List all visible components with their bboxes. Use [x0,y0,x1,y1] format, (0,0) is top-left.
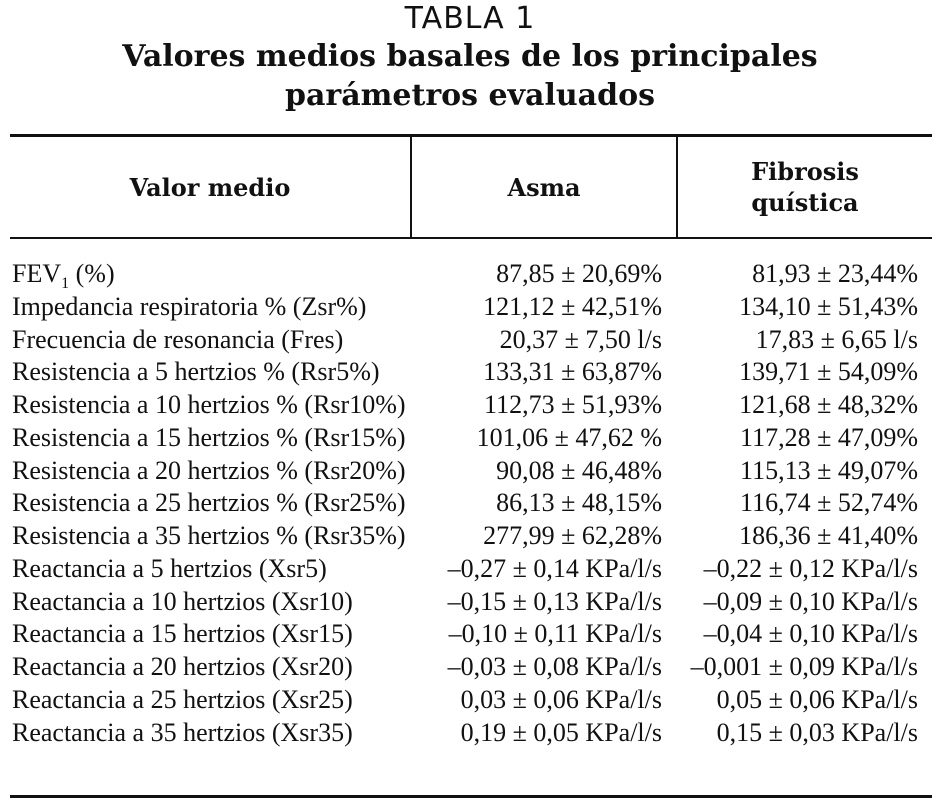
header-fq-line-1: Fibrosis [751,157,859,186]
row-asma-value: –0,03 ± 0,08 KPa/l/s [447,652,662,681]
row-fq-value: –0,22 ± 0,12 KPa/l/s [703,553,918,583]
table-row [0,651,940,684]
row-fq-value: 139,71 ± 54,09% [739,357,918,387]
row-fq-value: 0,05 ± 0,06 KPa/l/s [716,684,918,714]
row-asma-value: 101,06 ± 47,62 % [476,422,662,452]
table-row [0,520,940,553]
row-param: Reactancia a 10 hertzios (Xsr10) [12,586,353,616]
row-param: Reactancia a 15 hertzios (Xsr15) [12,619,353,649]
row-fq-value: 186,36 ± 41,40% [739,521,918,550]
table-row [0,455,940,488]
row-fq-value: –0,09 ± 0,10 KPa/l/s [703,586,918,616]
row-asma-value: 20,37 ± 7,50 l/s [499,324,662,354]
row-asma-value: –0,10 ± 0,11 KPa/l/s [448,619,662,649]
row-fq-value: 116,74 ± 52,74% [740,488,918,518]
row-param-fev1 [12,258,115,293]
table-row [0,618,940,651]
header-rule [10,237,932,239]
row-fq-value: –0,001 ± 0,09 KPa/l/s [690,652,918,681]
row-fq-value: –0,04 ± 0,10 KPa/l/s [703,619,918,649]
table-row [0,258,940,291]
row-asma-value: 277,99 ± 62,28% [483,521,662,550]
fev-name: FEV [12,259,62,288]
row-param: Reactancia a 20 hertzios (Xsr20) [12,652,353,681]
row-param: Resistencia a 5 hertzios % (Rsr5%) [12,357,380,387]
table-row [0,684,940,717]
row-param: Reactancia a 25 hertzios (Xsr25) [12,684,353,714]
row-fq-value: 117,28 ± 47,09% [740,422,918,452]
row-asma-value: –0,15 ± 0,13 KPa/l/s [447,586,662,616]
row-param: Resistencia a 20 hertzios % (Rsr20%) [12,455,406,485]
row-param: Reactancia a 5 hertzios (Xsr5) [12,553,327,583]
row-fq-value: 115,13 ± 49,07% [740,455,918,485]
row-fq-value: 81,93 ± 23,44% [752,259,918,288]
row-asma-value: 112,73 ± 51,93% [484,390,662,419]
row-asma-value: –0,27 ± 0,14 KPa/l/s [447,553,662,583]
header-valor-medio: Valor medio [129,172,291,202]
row-param: Resistencia a 10 hertzios % (Rsr10%) [12,390,406,419]
row-asma-value: 133,31 ± 63,87% [483,357,662,387]
row-fq-value: 134,10 ± 51,43% [739,291,918,321]
fev-unit: (%) [69,259,115,288]
fev-subscript: 1 [61,275,70,293]
table-row [0,324,940,357]
table-title-line-1: Valores medios basales de los principales [122,39,818,74]
row-fq-value: 0,15 ± 0,03 KPa/l/s [716,717,918,747]
row-param: Reactancia a 35 hertzios (Xsr35) [12,717,353,747]
header-fq-line-2: quística [751,188,859,217]
row-param: Resistencia a 35 hertzios % (Rsr35%) [12,521,406,550]
table-row [0,487,940,520]
row-param: Resistencia a 25 hertzios % (Rsr25%) [12,488,406,518]
table-title-line-2: parámetros evaluados [285,78,655,113]
row-param: Frecuencia de resonancia (Fres) [12,324,344,354]
table-body [0,258,940,749]
bottom-rule [10,795,932,798]
table-row [0,717,940,750]
row-fq-value: 17,83 ± 6,65 l/s [755,324,918,354]
row-asma-value: 90,08 ± 46,48% [496,455,662,485]
row-asma-value: 87,85 ± 20,69% [496,259,662,288]
table-row [0,586,940,619]
row-asma-value: 0,03 ± 0,06 KPa/l/s [460,684,662,714]
header-asma: Asma [507,172,581,202]
table-row [0,553,940,586]
table-row [0,389,940,422]
row-asma-value: 0,19 ± 0,05 KPa/l/s [460,717,662,747]
row-fq-value: 121,68 ± 48,32% [739,390,918,419]
table-row [0,422,940,455]
row-param: Impedancia respiratoria % (Zsr%) [12,291,367,321]
row-param: Resistencia a 15 hertzios % (Rsr15%) [12,422,406,452]
row-asma-value: 121,12 ± 42,51% [483,291,662,321]
table-row [0,356,940,389]
table-label: TABLA 1 [404,1,536,36]
row-asma-value: 86,13 ± 48,15% [496,488,662,518]
table-row [0,291,940,324]
header-fibrosis-quistica [678,137,932,237]
